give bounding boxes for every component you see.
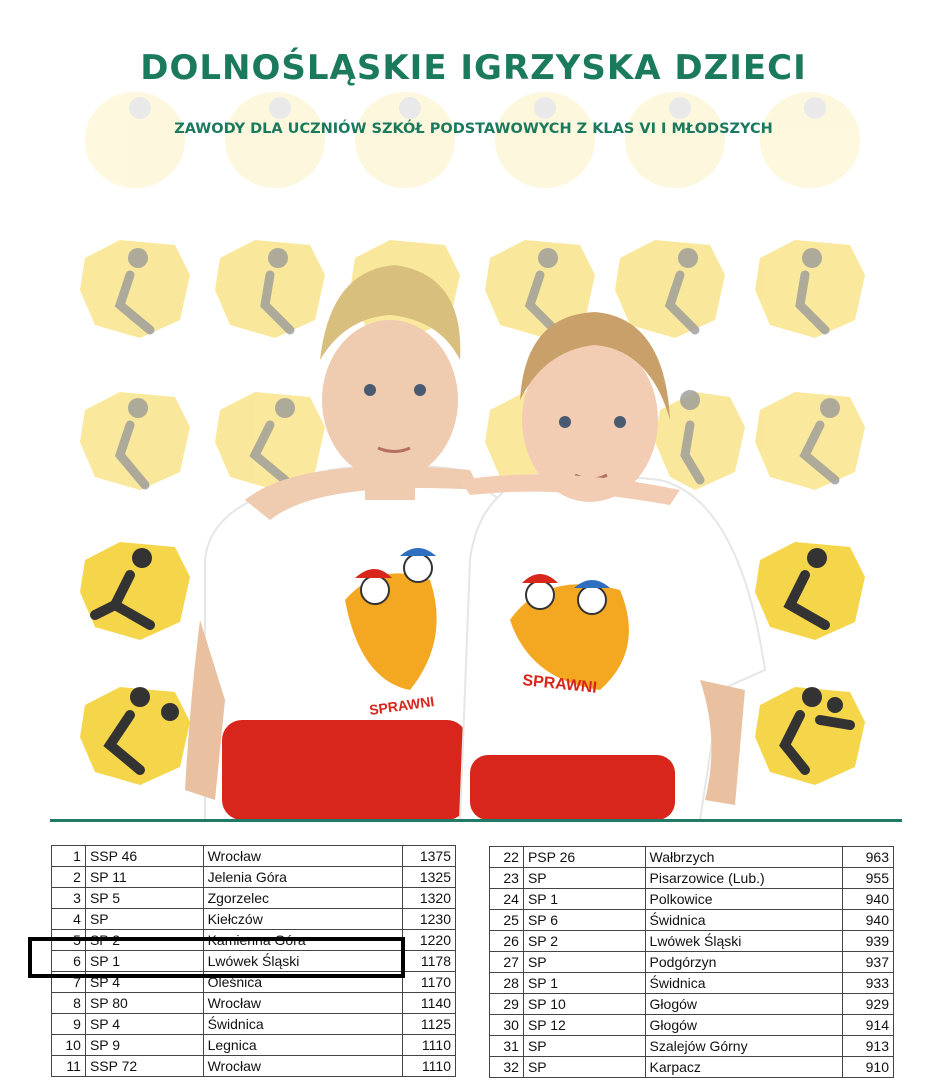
- points-cell: 1178: [403, 951, 456, 972]
- school-cell: SP: [523, 1057, 645, 1078]
- school-cell: SP 11: [85, 867, 203, 888]
- town-cell: Polkowice: [645, 889, 843, 910]
- rank-cell: 32: [490, 1057, 524, 1078]
- town-cell: Zgorzelec: [203, 888, 402, 909]
- points-cell: 1125: [403, 1014, 456, 1035]
- rank-cell: 7: [52, 972, 86, 993]
- table-row: [52, 867, 456, 888]
- table-row: [52, 846, 456, 867]
- school-cell: SP 80: [85, 993, 203, 1014]
- town-cell: Legnica: [203, 1035, 402, 1056]
- town-cell: Wrocław: [203, 993, 402, 1014]
- school-cell: SSP 72: [85, 1056, 203, 1077]
- points-cell: 1320: [403, 888, 456, 909]
- table-row: [490, 1057, 894, 1078]
- points-cell: 910: [843, 1057, 894, 1078]
- school-cell: SP 1: [523, 973, 645, 994]
- rank-cell: 10: [52, 1035, 86, 1056]
- points-cell: 955: [843, 868, 894, 889]
- faded-sport-icons-row: [85, 92, 860, 188]
- town-cell: Wrocław: [203, 846, 402, 867]
- town-cell: Świdnica: [645, 973, 843, 994]
- rank-cell: 23: [490, 868, 524, 889]
- svg-text:SPRAWNI: SPRAWNI: [521, 672, 598, 697]
- rank-cell: 26: [490, 931, 524, 952]
- school-cell: SP: [523, 1036, 645, 1057]
- rank-cell: 30: [490, 1015, 524, 1036]
- table-row: [52, 1014, 456, 1035]
- school-cell: SP 2: [523, 931, 645, 952]
- table-row: [490, 868, 894, 889]
- school-cell: SP: [85, 909, 203, 930]
- town-cell: Karpacz: [645, 1057, 843, 1078]
- school-cell: SP 10: [523, 994, 645, 1015]
- school-cell: SP 6: [523, 910, 645, 931]
- school-cell: SP 4: [85, 1014, 203, 1035]
- town-cell: Wrocław: [203, 1056, 402, 1077]
- points-cell: 1110: [403, 1056, 456, 1077]
- town-cell: Kiełczów: [203, 909, 402, 930]
- points-cell: 929: [843, 994, 894, 1015]
- points-cell: 914: [843, 1015, 894, 1036]
- town-cell: Szalejów Górny: [645, 1036, 843, 1057]
- green-divider: [50, 819, 902, 822]
- boy-figure: [185, 265, 500, 820]
- rank-cell: 27: [490, 952, 524, 973]
- school-cell: SP 2: [85, 930, 203, 951]
- points-cell: 940: [843, 889, 894, 910]
- town-cell: Świdnica: [203, 1014, 402, 1035]
- school-cell: SP 9: [85, 1035, 203, 1056]
- table-row: [490, 910, 894, 931]
- table-row: [490, 1015, 894, 1036]
- rank-cell: 3: [52, 888, 86, 909]
- table-row: [52, 993, 456, 1014]
- school-cell: SP 1: [85, 951, 203, 972]
- table-row: [490, 973, 894, 994]
- school-cell: SP 12: [523, 1015, 645, 1036]
- table-row: [490, 847, 894, 868]
- points-cell: 1230: [403, 909, 456, 930]
- points-cell: 1110: [403, 1035, 456, 1056]
- points-cell: 933: [843, 973, 894, 994]
- svg-text:SPRAWNI: SPRAWNI: [368, 693, 436, 718]
- school-cell: SP: [523, 868, 645, 889]
- table-row: [52, 1056, 456, 1077]
- rank-cell: 6: [52, 951, 86, 972]
- town-cell: Lwówek Śląski: [203, 951, 402, 972]
- points-cell: 1170: [403, 972, 456, 993]
- table-row: [490, 994, 894, 1015]
- rank-cell: 24: [490, 889, 524, 910]
- town-cell: Oleśnica: [203, 972, 402, 993]
- school-cell: SP 5: [85, 888, 203, 909]
- rank-cell: 28: [490, 973, 524, 994]
- results-table-right: [489, 846, 894, 1078]
- table-row: [52, 1035, 456, 1056]
- rank-cell: 31: [490, 1036, 524, 1057]
- rank-cell: 29: [490, 994, 524, 1015]
- points-cell: 963: [843, 847, 894, 868]
- rank-cell: 8: [52, 993, 86, 1014]
- town-cell: Podgórzyn: [645, 952, 843, 973]
- rank-cell: 2: [52, 867, 86, 888]
- town-cell: Głogów: [645, 994, 843, 1015]
- rank-cell: 25: [490, 910, 524, 931]
- table-row: [490, 1036, 894, 1057]
- highlight-box: [28, 937, 405, 978]
- town-cell: Pisarzowice (Lub.): [645, 868, 843, 889]
- table-row: [490, 952, 894, 973]
- page-subtitle: ZAWODY DLA UCZNIÓW SZKÓŁ PODSTAWOWYCH Z KLAS VI I MŁODSZYCH: [174, 121, 773, 137]
- rank-cell: 5: [52, 930, 86, 951]
- rank-cell: 22: [490, 847, 524, 868]
- points-cell: 939: [843, 931, 894, 952]
- table-row: [490, 889, 894, 910]
- points-cell: 1220: [403, 930, 456, 951]
- school-cell: SSP 46: [85, 846, 203, 867]
- school-cell: SP 1: [523, 889, 645, 910]
- points-cell: 1140: [403, 993, 456, 1014]
- points-cell: 937: [843, 952, 894, 973]
- rank-cell: 4: [52, 909, 86, 930]
- table-row: [490, 931, 894, 952]
- table-row: [52, 888, 456, 909]
- town-cell: Świdnica: [645, 910, 843, 931]
- points-cell: 913: [843, 1036, 894, 1057]
- rank-cell: 9: [52, 1014, 86, 1035]
- town-cell: Lwówek Śląski: [645, 931, 843, 952]
- town-cell: Jelenia Góra: [203, 867, 402, 888]
- table-row: [52, 909, 456, 930]
- town-cell: Kamienna Góra: [203, 930, 402, 951]
- town-cell: Wałbrzych: [645, 847, 843, 868]
- page-title: DOLNOŚLĄSKIE IGRZYSKA DZIECI: [140, 48, 807, 88]
- points-cell: 1325: [403, 867, 456, 888]
- points-cell: 940: [843, 910, 894, 931]
- town-cell: Głogów: [645, 1015, 843, 1036]
- rank-cell: 1: [52, 846, 86, 867]
- rank-cell: 11: [52, 1056, 86, 1077]
- points-cell: 1375: [403, 846, 456, 867]
- school-cell: SP 4: [85, 972, 203, 993]
- school-cell: PSP 26: [523, 847, 645, 868]
- school-cell: SP: [523, 952, 645, 973]
